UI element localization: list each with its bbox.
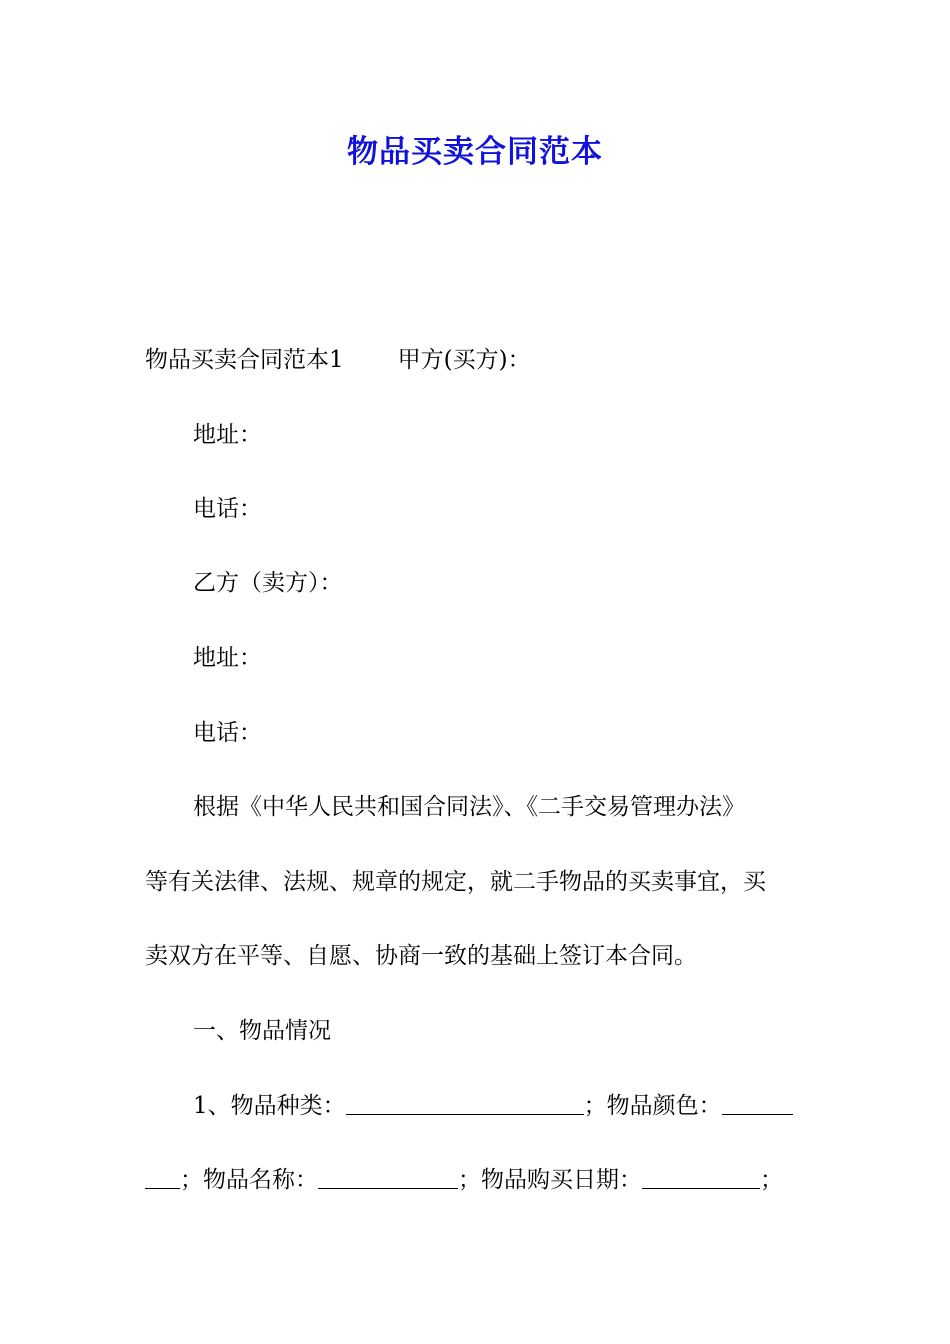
intro-paragraph-line-2: 等有关法律、法规、规章的规定，就二手物品的买卖事宜，买 bbox=[145, 869, 766, 895]
item-detail-line-1 bbox=[193, 1090, 793, 1122]
item-detail-line-2 bbox=[145, 1164, 783, 1196]
intro-paragraph-line-3: 卖双方在平等、自愿、协商一致的基础上签订本合同。 bbox=[145, 943, 697, 969]
item-name-label: ；物品名称： bbox=[180, 1167, 318, 1193]
item-color-label: ；物品颜色： bbox=[583, 1093, 722, 1119]
party-b-label: 乙方（卖方）： bbox=[193, 570, 343, 596]
party-a-phone: 电话： bbox=[193, 496, 262, 522]
item-color-blank bbox=[722, 1092, 793, 1115]
document-title: 物品买卖合同范本 bbox=[347, 134, 603, 170]
heading-line bbox=[145, 344, 531, 376]
purchase-date-label: ；物品购买日期： bbox=[458, 1167, 642, 1193]
purchase-date-blank bbox=[642, 1166, 760, 1189]
item-type-blank bbox=[346, 1092, 584, 1115]
section-heading: 物品买卖合同范本1 bbox=[145, 347, 344, 373]
line-end-punct: ； bbox=[760, 1167, 783, 1193]
party-a-address: 地址： bbox=[193, 422, 262, 448]
item-color-blank-cont bbox=[145, 1166, 180, 1189]
party-a-label: 甲方(买方)： bbox=[397, 347, 531, 373]
party-b-phone: 电话： bbox=[193, 720, 262, 746]
clause-1-heading: 一、物品情况 bbox=[193, 1018, 331, 1044]
party-b-address: 地址： bbox=[193, 645, 262, 671]
item-type-label: 1、物品种类： bbox=[193, 1093, 346, 1119]
intro-paragraph-line-1: 根据《中华人民共和国合同法》、《二手交易管理办法》 bbox=[193, 794, 745, 820]
item-name-blank bbox=[318, 1166, 458, 1189]
